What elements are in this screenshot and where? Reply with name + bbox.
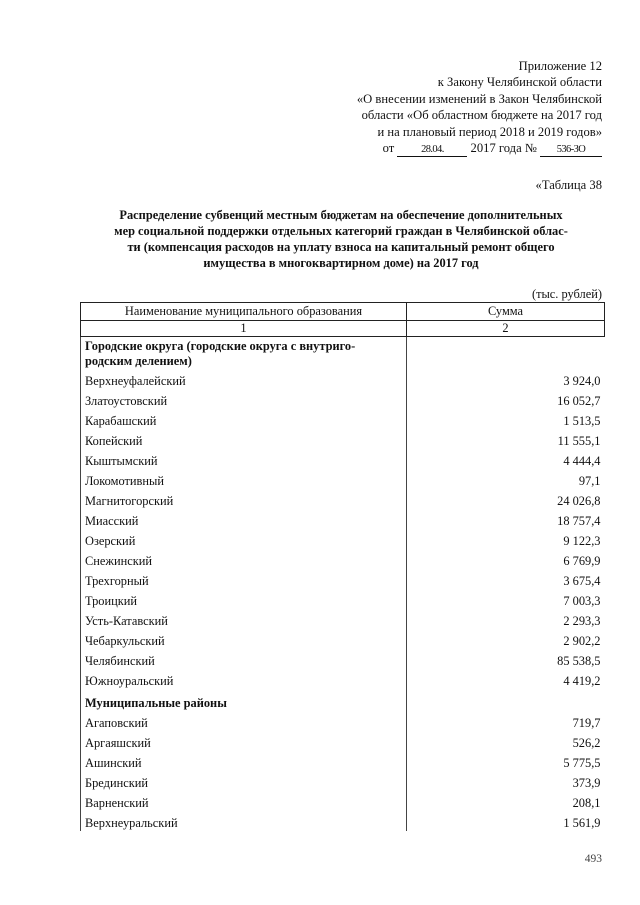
subvention-amount: 85 538,5 — [407, 649, 605, 669]
law-title-line-3: и на плановый период 2018 и 2019 годов» — [377, 124, 602, 139]
law-date: 28.04. — [397, 143, 467, 157]
law-title-line-2: области «Об областном бюджете на 2017 год — [361, 108, 602, 123]
subvention-amount: 6 769,9 — [407, 549, 605, 569]
municipality-name: Копейский — [81, 429, 407, 449]
group-heading-urban: Городские округа (городские округа с внутриго-родским делением) — [81, 337, 407, 370]
table-row — [81, 649, 605, 669]
group-value-empty — [407, 337, 605, 370]
table-row — [81, 389, 605, 409]
municipality-name: Троицкий — [81, 589, 407, 609]
subvention-amount: 1 513,5 — [407, 409, 605, 429]
municipality-name: Аргаяшский — [81, 731, 407, 751]
group-row-districts — [81, 689, 605, 711]
column-header-sum: Сумма — [407, 303, 605, 321]
law-date-line — [282, 140, 602, 157]
subvention-amount: 9 122,3 — [407, 529, 605, 549]
table-row — [81, 529, 605, 549]
column-number-1: 1 — [81, 321, 407, 337]
subvention-amount: 18 757,4 — [407, 509, 605, 529]
municipality-name: Локомотивный — [81, 469, 407, 489]
table-row — [81, 731, 605, 751]
table-row — [81, 751, 605, 771]
table-row — [81, 771, 605, 791]
municipality-name: Агаповский — [81, 711, 407, 731]
table-body — [81, 337, 605, 832]
table-row — [81, 711, 605, 731]
law-number: 536-ЗО — [540, 143, 602, 157]
appendix-number: Приложение 12 — [518, 59, 602, 73]
municipality-name: Челябинский — [81, 649, 407, 669]
title-line-4: имущества в многоквартирном доме) на 2017 год — [203, 256, 479, 270]
document-title — [86, 207, 596, 271]
municipality-name: Брединский — [81, 771, 407, 791]
from-label: от — [382, 141, 395, 156]
subvention-table — [80, 302, 605, 831]
municipality-name: Чебаркульский — [81, 629, 407, 649]
page-number: 493 — [584, 853, 602, 865]
municipality-name: Магнитогорский — [81, 489, 407, 509]
table-row — [81, 429, 605, 449]
group-row-urban — [81, 337, 605, 370]
municipality-name: Варненский — [81, 791, 407, 811]
subvention-amount: 526,2 — [407, 731, 605, 751]
table-row — [81, 569, 605, 589]
subvention-amount: 7 003,3 — [407, 589, 605, 609]
municipality-name: Трехгорный — [81, 569, 407, 589]
units-label: (тыс. рублей) — [531, 287, 602, 301]
subvention-amount: 24 026,8 — [407, 489, 605, 509]
table-row — [81, 409, 605, 429]
municipality-name: Карабашский — [81, 409, 407, 429]
table-row — [81, 469, 605, 489]
appendix-header — [282, 58, 602, 157]
table-row — [81, 629, 605, 649]
subvention-amount: 3 924,0 — [407, 369, 605, 389]
year-label: 2017 года № — [470, 141, 537, 156]
municipality-name: Снежинский — [81, 549, 407, 569]
table-label: «Таблица 38 — [535, 178, 602, 192]
title-line-1: Распределение субвенций местным бюджетам на обеспечение дополнительных — [119, 208, 563, 222]
table-row — [81, 549, 605, 569]
group-heading-districts: Муниципальные районы — [81, 689, 407, 711]
table-row — [81, 811, 605, 831]
table-row — [81, 669, 605, 689]
municipality-name: Озерский — [81, 529, 407, 549]
subvention-amount: 373,9 — [407, 771, 605, 791]
table-row — [81, 509, 605, 529]
subvention-amount: 97,1 — [407, 469, 605, 489]
law-reference: к Закону Челябинской области — [437, 75, 602, 90]
table-row — [81, 369, 605, 389]
municipality-name: Златоустовский — [81, 389, 407, 409]
municipality-name: Кыштымский — [81, 449, 407, 469]
municipality-name: Усть-Катавский — [81, 609, 407, 629]
municipality-name: Верхнеуфалейский — [81, 369, 407, 389]
table-row — [81, 589, 605, 609]
table-row — [81, 489, 605, 509]
group-value-empty — [407, 689, 605, 711]
table-row — [81, 449, 605, 469]
column-number-2: 2 — [407, 321, 605, 337]
subvention-amount: 5 775,5 — [407, 751, 605, 771]
municipality-name: Южноуральский — [81, 669, 407, 689]
title-line-3: ти (компенсация расходов на уплату взноса на капитальный ремонт общего — [127, 240, 555, 254]
subvention-amount: 2 293,3 — [407, 609, 605, 629]
subvention-amount: 16 052,7 — [407, 389, 605, 409]
subvention-amount: 208,1 — [407, 791, 605, 811]
column-number-row — [81, 321, 605, 337]
municipality-name: Ашинский — [81, 751, 407, 771]
table-row — [81, 609, 605, 629]
municipality-name: Миасский — [81, 509, 407, 529]
municipality-name: Верхнеуральский — [81, 811, 407, 831]
column-header-name: Наименование муниципального образования — [81, 303, 407, 321]
subvention-amount: 1 561,9 — [407, 811, 605, 831]
table-header-row — [81, 303, 605, 321]
title-line-2: мер социальной поддержки отдельных категорий граждан в Челябинской облас- — [114, 224, 568, 238]
subvention-amount: 3 675,4 — [407, 569, 605, 589]
table-row — [81, 791, 605, 811]
subvention-amount: 4 419,2 — [407, 669, 605, 689]
subvention-amount: 2 902,2 — [407, 629, 605, 649]
subvention-amount: 4 444,4 — [407, 449, 605, 469]
subvention-amount: 11 555,1 — [407, 429, 605, 449]
subvention-amount: 719,7 — [407, 711, 605, 731]
law-title-line-1: «О внесении изменений в Закон Челябинской — [356, 91, 602, 106]
